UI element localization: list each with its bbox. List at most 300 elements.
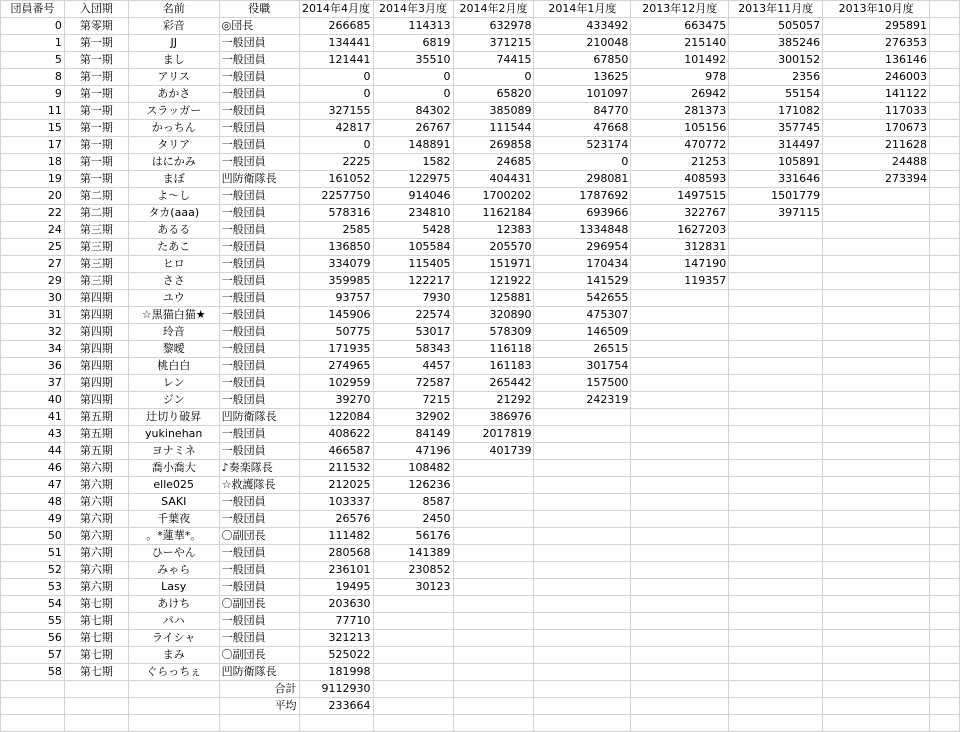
empty-cell[interactable] bbox=[930, 528, 960, 545]
cell-nov-2013[interactable] bbox=[729, 562, 823, 579]
cell-oct-2013[interactable]: 24488 bbox=[823, 154, 930, 171]
cell-feb-2014[interactable]: 161183 bbox=[453, 358, 534, 375]
cell-oct-2013[interactable] bbox=[823, 375, 930, 392]
empty-cell[interactable] bbox=[373, 698, 453, 715]
cell-feb-2014[interactable] bbox=[453, 477, 534, 494]
cell-feb-2014[interactable]: 371215 bbox=[453, 35, 534, 52]
cell-join-term[interactable]: 第二期 bbox=[64, 188, 128, 205]
cell-name[interactable]: ☆黒猫白猫★ bbox=[128, 307, 219, 324]
cell-dec-2013[interactable]: 470772 bbox=[631, 137, 729, 154]
empty-cell[interactable] bbox=[631, 698, 729, 715]
empty-cell[interactable] bbox=[930, 86, 960, 103]
empty-cell[interactable] bbox=[534, 698, 631, 715]
header-oct-2013[interactable]: 2013年10月度 bbox=[823, 1, 930, 18]
cell-role[interactable]: 一般団員 bbox=[219, 273, 299, 290]
cell-member-number[interactable]: 22 bbox=[1, 205, 65, 222]
cell-nov-2013[interactable] bbox=[729, 647, 823, 664]
cell-dec-2013[interactable] bbox=[631, 358, 729, 375]
cell-role[interactable]: 一般団員 bbox=[219, 239, 299, 256]
cell-feb-2014[interactable] bbox=[453, 511, 534, 528]
empty-cell[interactable] bbox=[534, 681, 631, 698]
cell-nov-2013[interactable] bbox=[729, 596, 823, 613]
cell-member-number[interactable]: 5 bbox=[1, 52, 65, 69]
cell-mar-2014[interactable]: 53017 bbox=[373, 324, 453, 341]
cell-apr-2014[interactable]: 77710 bbox=[299, 613, 373, 630]
cell-name[interactable]: ジン bbox=[128, 392, 219, 409]
cell-jan-2014[interactable]: 542655 bbox=[534, 290, 631, 307]
cell-jan-2014[interactable] bbox=[534, 426, 631, 443]
cell-nov-2013[interactable]: 105891 bbox=[729, 154, 823, 171]
cell-jan-2014[interactable] bbox=[534, 443, 631, 460]
cell-oct-2013[interactable] bbox=[823, 664, 930, 681]
cell-oct-2013[interactable] bbox=[823, 341, 930, 358]
cell-join-term[interactable]: 第五期 bbox=[64, 426, 128, 443]
empty-cell[interactable] bbox=[729, 698, 823, 715]
cell-name[interactable]: みゃら bbox=[128, 562, 219, 579]
cell-member-number[interactable]: 37 bbox=[1, 375, 65, 392]
cell-name[interactable]: yukinehan bbox=[128, 426, 219, 443]
cell-name[interactable]: スラッガー bbox=[128, 103, 219, 120]
cell-name[interactable]: はにかみ bbox=[128, 154, 219, 171]
cell-role[interactable]: 一般団員 bbox=[219, 341, 299, 358]
cell-oct-2013[interactable] bbox=[823, 205, 930, 222]
cell-name[interactable]: SAKI bbox=[128, 494, 219, 511]
cell-role[interactable]: 一般団員 bbox=[219, 392, 299, 409]
empty-cell[interactable] bbox=[930, 273, 960, 290]
cell-apr-2014[interactable]: 525022 bbox=[299, 647, 373, 664]
cell-name[interactable]: JJ bbox=[128, 35, 219, 52]
empty-cell[interactable] bbox=[930, 154, 960, 171]
cell-mar-2014[interactable]: 141389 bbox=[373, 545, 453, 562]
cell-name[interactable]: アリス bbox=[128, 69, 219, 86]
empty-cell[interactable] bbox=[453, 698, 534, 715]
cell-feb-2014[interactable] bbox=[453, 562, 534, 579]
cell-member-number[interactable]: 49 bbox=[1, 511, 65, 528]
cell-join-term[interactable]: 第四期 bbox=[64, 290, 128, 307]
empty-cell[interactable] bbox=[930, 562, 960, 579]
cell-mar-2014[interactable] bbox=[373, 596, 453, 613]
cell-dec-2013[interactable] bbox=[631, 511, 729, 528]
cell-feb-2014[interactable]: 74415 bbox=[453, 52, 534, 69]
cell-apr-2014[interactable]: 93757 bbox=[299, 290, 373, 307]
cell-mar-2014[interactable]: 5428 bbox=[373, 222, 453, 239]
cell-join-term[interactable]: 第五期 bbox=[64, 443, 128, 460]
cell-apr-2014[interactable]: 103337 bbox=[299, 494, 373, 511]
cell-join-term[interactable]: 第一期 bbox=[64, 69, 128, 86]
cell-mar-2014[interactable]: 72587 bbox=[373, 375, 453, 392]
cell-oct-2013[interactable] bbox=[823, 528, 930, 545]
cell-apr-2014[interactable]: 266685 bbox=[299, 18, 373, 35]
cell-mar-2014[interactable]: 35510 bbox=[373, 52, 453, 69]
cell-join-term[interactable]: 第七期 bbox=[64, 630, 128, 647]
cell-member-number[interactable]: 30 bbox=[1, 290, 65, 307]
empty-cell[interactable] bbox=[128, 698, 219, 715]
cell-feb-2014[interactable]: 21292 bbox=[453, 392, 534, 409]
cell-name[interactable]: 千葉夜 bbox=[128, 511, 219, 528]
cell-mar-2014[interactable]: 0 bbox=[373, 86, 453, 103]
empty-cell[interactable] bbox=[453, 715, 534, 732]
cell-member-number[interactable]: 53 bbox=[1, 579, 65, 596]
empty-cell[interactable] bbox=[128, 715, 219, 732]
cell-oct-2013[interactable]: 141122 bbox=[823, 86, 930, 103]
empty-cell[interactable] bbox=[930, 290, 960, 307]
empty-cell[interactable] bbox=[930, 375, 960, 392]
cell-role[interactable]: 一般団員 bbox=[219, 375, 299, 392]
header-apr-2014[interactable]: 2014年4月度 bbox=[299, 1, 373, 18]
cell-jan-2014[interactable]: 157500 bbox=[534, 375, 631, 392]
cell-dec-2013[interactable] bbox=[631, 528, 729, 545]
cell-join-term[interactable]: 第四期 bbox=[64, 307, 128, 324]
cell-name[interactable]: 玲音 bbox=[128, 324, 219, 341]
cell-join-term[interactable]: 第一期 bbox=[64, 52, 128, 69]
cell-jan-2014[interactable]: 101097 bbox=[534, 86, 631, 103]
empty-cell[interactable] bbox=[930, 494, 960, 511]
header-jan-2014[interactable]: 2014年1月度 bbox=[534, 1, 631, 18]
cell-role[interactable]: 一般団員 bbox=[219, 52, 299, 69]
cell-role[interactable]: 凹防衛隊長 bbox=[219, 171, 299, 188]
empty-cell[interactable] bbox=[534, 715, 631, 732]
cell-member-number[interactable]: 20 bbox=[1, 188, 65, 205]
cell-apr-2014[interactable]: 327155 bbox=[299, 103, 373, 120]
cell-name[interactable]: ヒロ bbox=[128, 256, 219, 273]
cell-dec-2013[interactable] bbox=[631, 494, 729, 511]
cell-join-term[interactable]: 第四期 bbox=[64, 358, 128, 375]
cell-oct-2013[interactable] bbox=[823, 647, 930, 664]
cell-oct-2013[interactable] bbox=[823, 579, 930, 596]
cell-dec-2013[interactable] bbox=[631, 324, 729, 341]
cell-apr-2014[interactable]: 212025 bbox=[299, 477, 373, 494]
cell-member-number[interactable]: 40 bbox=[1, 392, 65, 409]
cell-dec-2013[interactable] bbox=[631, 562, 729, 579]
cell-feb-2014[interactable] bbox=[453, 596, 534, 613]
cell-dec-2013[interactable]: 663475 bbox=[631, 18, 729, 35]
cell-mar-2014[interactable]: 32902 bbox=[373, 409, 453, 426]
cell-oct-2013[interactable]: 117033 bbox=[823, 103, 930, 120]
cell-name[interactable]: 彩音 bbox=[128, 18, 219, 35]
cell-name[interactable]: あるる bbox=[128, 222, 219, 239]
cell-feb-2014[interactable] bbox=[453, 664, 534, 681]
summary-label[interactable]: 平均 bbox=[219, 698, 299, 715]
cell-member-number[interactable]: 8 bbox=[1, 69, 65, 86]
empty-cell[interactable] bbox=[930, 460, 960, 477]
cell-jan-2014[interactable]: 693966 bbox=[534, 205, 631, 222]
cell-role[interactable]: 〇副団長 bbox=[219, 528, 299, 545]
cell-join-term[interactable]: 第一期 bbox=[64, 154, 128, 171]
cell-apr-2014[interactable]: 171935 bbox=[299, 341, 373, 358]
cell-member-number[interactable]: 41 bbox=[1, 409, 65, 426]
cell-apr-2014[interactable]: 2585 bbox=[299, 222, 373, 239]
cell-mar-2014[interactable]: 115405 bbox=[373, 256, 453, 273]
cell-oct-2013[interactable] bbox=[823, 426, 930, 443]
cell-name[interactable]: ライシャ bbox=[128, 630, 219, 647]
cell-dec-2013[interactable] bbox=[631, 664, 729, 681]
cell-join-term[interactable]: 第六期 bbox=[64, 562, 128, 579]
cell-dec-2013[interactable]: 281373 bbox=[631, 103, 729, 120]
cell-apr-2014[interactable]: 111482 bbox=[299, 528, 373, 545]
cell-apr-2014[interactable]: 334079 bbox=[299, 256, 373, 273]
cell-jan-2014[interactable] bbox=[534, 596, 631, 613]
cell-apr-2014[interactable]: 102959 bbox=[299, 375, 373, 392]
cell-feb-2014[interactable]: 125881 bbox=[453, 290, 534, 307]
cell-mar-2014[interactable]: 30123 bbox=[373, 579, 453, 596]
empty-cell[interactable] bbox=[930, 426, 960, 443]
cell-feb-2014[interactable]: 121922 bbox=[453, 273, 534, 290]
cell-dec-2013[interactable]: 26942 bbox=[631, 86, 729, 103]
cell-jan-2014[interactable]: 146509 bbox=[534, 324, 631, 341]
cell-oct-2013[interactable] bbox=[823, 358, 930, 375]
cell-jan-2014[interactable]: 170434 bbox=[534, 256, 631, 273]
cell-nov-2013[interactable] bbox=[729, 545, 823, 562]
cell-nov-2013[interactable] bbox=[729, 511, 823, 528]
cell-dec-2013[interactable]: 312831 bbox=[631, 239, 729, 256]
cell-mar-2014[interactable]: 4457 bbox=[373, 358, 453, 375]
cell-nov-2013[interactable]: 314497 bbox=[729, 137, 823, 154]
cell-join-term[interactable]: 第四期 bbox=[64, 324, 128, 341]
cell-join-term[interactable]: 第六期 bbox=[64, 460, 128, 477]
cell-jan-2014[interactable] bbox=[534, 477, 631, 494]
cell-dec-2013[interactable]: 1627203 bbox=[631, 222, 729, 239]
cell-name[interactable]: 桃白白 bbox=[128, 358, 219, 375]
cell-mar-2014[interactable]: 126236 bbox=[373, 477, 453, 494]
cell-role[interactable]: 一般団員 bbox=[219, 511, 299, 528]
cell-join-term[interactable]: 第三期 bbox=[64, 222, 128, 239]
cell-member-number[interactable]: 58 bbox=[1, 664, 65, 681]
cell-role[interactable]: 凹防衛隊長 bbox=[219, 664, 299, 681]
cell-join-term[interactable]: 第一期 bbox=[64, 120, 128, 137]
cell-dec-2013[interactable] bbox=[631, 375, 729, 392]
cell-member-number[interactable]: 24 bbox=[1, 222, 65, 239]
empty-cell[interactable] bbox=[631, 715, 729, 732]
empty-cell[interactable] bbox=[930, 103, 960, 120]
cell-jan-2014[interactable]: 475307 bbox=[534, 307, 631, 324]
cell-mar-2014[interactable]: 7215 bbox=[373, 392, 453, 409]
cell-join-term[interactable]: 第一期 bbox=[64, 137, 128, 154]
empty-cell[interactable] bbox=[64, 681, 128, 698]
cell-role[interactable]: 一般団員 bbox=[219, 69, 299, 86]
cell-apr-2014[interactable]: 2257750 bbox=[299, 188, 373, 205]
cell-jan-2014[interactable]: 523174 bbox=[534, 137, 631, 154]
cell-oct-2013[interactable] bbox=[823, 477, 930, 494]
cell-join-term[interactable]: 第七期 bbox=[64, 596, 128, 613]
cell-oct-2013[interactable]: 211628 bbox=[823, 137, 930, 154]
cell-name[interactable]: まぼ bbox=[128, 171, 219, 188]
cell-jan-2014[interactable]: 47668 bbox=[534, 120, 631, 137]
cell-apr-2014[interactable]: 145906 bbox=[299, 307, 373, 324]
cell-join-term[interactable]: 第六期 bbox=[64, 494, 128, 511]
header-member-number[interactable]: 団員番号 bbox=[1, 1, 65, 18]
cell-role[interactable]: 一般団員 bbox=[219, 613, 299, 630]
cell-join-term[interactable]: 第七期 bbox=[64, 664, 128, 681]
summary-value[interactable]: 233664 bbox=[299, 698, 373, 715]
cell-feb-2014[interactable] bbox=[453, 494, 534, 511]
empty-cell[interactable] bbox=[930, 69, 960, 86]
cell-dec-2013[interactable] bbox=[631, 579, 729, 596]
cell-member-number[interactable]: 56 bbox=[1, 630, 65, 647]
cell-member-number[interactable]: 48 bbox=[1, 494, 65, 511]
empty-cell[interactable] bbox=[453, 681, 534, 698]
cell-role[interactable]: ♪奏楽隊長 bbox=[219, 460, 299, 477]
cell-dec-2013[interactable] bbox=[631, 630, 729, 647]
cell-mar-2014[interactable]: 114313 bbox=[373, 18, 453, 35]
cell-role[interactable]: 一般団員 bbox=[219, 426, 299, 443]
empty-cell[interactable] bbox=[930, 324, 960, 341]
cell-oct-2013[interactable]: 295891 bbox=[823, 18, 930, 35]
cell-oct-2013[interactable]: 170673 bbox=[823, 120, 930, 137]
cell-mar-2014[interactable]: 105584 bbox=[373, 239, 453, 256]
cell-jan-2014[interactable] bbox=[534, 664, 631, 681]
cell-nov-2013[interactable]: 331646 bbox=[729, 171, 823, 188]
cell-apr-2014[interactable]: 39270 bbox=[299, 392, 373, 409]
cell-dec-2013[interactable] bbox=[631, 409, 729, 426]
header-name[interactable]: 名前 bbox=[128, 1, 219, 18]
cell-name[interactable]: あかさ bbox=[128, 86, 219, 103]
cell-oct-2013[interactable] bbox=[823, 596, 930, 613]
cell-role[interactable]: 一般団員 bbox=[219, 120, 299, 137]
cell-nov-2013[interactable] bbox=[729, 256, 823, 273]
empty-cell[interactable] bbox=[64, 698, 128, 715]
cell-member-number[interactable]: 43 bbox=[1, 426, 65, 443]
cell-apr-2014[interactable]: 161052 bbox=[299, 171, 373, 188]
cell-oct-2013[interactable] bbox=[823, 273, 930, 290]
cell-member-number[interactable]: 57 bbox=[1, 647, 65, 664]
header-nov-2013[interactable]: 2013年11月度 bbox=[729, 1, 823, 18]
cell-apr-2014[interactable]: 0 bbox=[299, 86, 373, 103]
cell-jan-2014[interactable] bbox=[534, 528, 631, 545]
empty-cell[interactable] bbox=[373, 681, 453, 698]
cell-role[interactable]: 一般団員 bbox=[219, 494, 299, 511]
cell-oct-2013[interactable] bbox=[823, 290, 930, 307]
empty-cell[interactable] bbox=[930, 630, 960, 647]
cell-role[interactable]: 〇副団長 bbox=[219, 647, 299, 664]
cell-feb-2014[interactable]: 151971 bbox=[453, 256, 534, 273]
cell-dec-2013[interactable]: 978 bbox=[631, 69, 729, 86]
cell-name[interactable]: レン bbox=[128, 375, 219, 392]
cell-oct-2013[interactable] bbox=[823, 460, 930, 477]
cell-join-term[interactable]: 第六期 bbox=[64, 528, 128, 545]
empty-cell[interactable] bbox=[930, 137, 960, 154]
cell-dec-2013[interactable]: 147190 bbox=[631, 256, 729, 273]
cell-name[interactable]: 。*蓮華*。 bbox=[128, 528, 219, 545]
cell-apr-2014[interactable]: 466587 bbox=[299, 443, 373, 460]
cell-nov-2013[interactable]: 300152 bbox=[729, 52, 823, 69]
cell-apr-2014[interactable]: 359985 bbox=[299, 273, 373, 290]
cell-jan-2014[interactable]: 210048 bbox=[534, 35, 631, 52]
cell-member-number[interactable]: 18 bbox=[1, 154, 65, 171]
cell-nov-2013[interactable]: 357745 bbox=[729, 120, 823, 137]
cell-name[interactable]: ぐらっちぇ bbox=[128, 664, 219, 681]
cell-name[interactable]: ユウ bbox=[128, 290, 219, 307]
cell-oct-2013[interactable] bbox=[823, 256, 930, 273]
cell-member-number[interactable]: 47 bbox=[1, 477, 65, 494]
cell-oct-2013[interactable] bbox=[823, 511, 930, 528]
empty-cell[interactable] bbox=[930, 358, 960, 375]
empty-cell[interactable] bbox=[930, 35, 960, 52]
cell-mar-2014[interactable] bbox=[373, 664, 453, 681]
cell-oct-2013[interactable] bbox=[823, 307, 930, 324]
cell-jan-2014[interactable] bbox=[534, 409, 631, 426]
cell-apr-2014[interactable]: 181998 bbox=[299, 664, 373, 681]
cell-nov-2013[interactable] bbox=[729, 324, 823, 341]
cell-mar-2014[interactable] bbox=[373, 630, 453, 647]
cell-join-term[interactable]: 第三期 bbox=[64, 239, 128, 256]
cell-feb-2014[interactable]: 1700202 bbox=[453, 188, 534, 205]
cell-join-term[interactable]: 第三期 bbox=[64, 256, 128, 273]
empty-cell[interactable] bbox=[930, 647, 960, 664]
cell-apr-2014[interactable]: 321213 bbox=[299, 630, 373, 647]
cell-mar-2014[interactable]: 122217 bbox=[373, 273, 453, 290]
cell-oct-2013[interactable] bbox=[823, 545, 930, 562]
empty-cell[interactable] bbox=[729, 681, 823, 698]
cell-mar-2014[interactable]: 84302 bbox=[373, 103, 453, 120]
header-mar-2014[interactable]: 2014年3月度 bbox=[373, 1, 453, 18]
cell-jan-2014[interactable]: 1787692 bbox=[534, 188, 631, 205]
cell-member-number[interactable]: 15 bbox=[1, 120, 65, 137]
cell-member-number[interactable]: 55 bbox=[1, 613, 65, 630]
cell-jan-2014[interactable] bbox=[534, 630, 631, 647]
cell-member-number[interactable]: 1 bbox=[1, 35, 65, 52]
cell-feb-2014[interactable]: 320890 bbox=[453, 307, 534, 324]
cell-role[interactable]: 一般団員 bbox=[219, 256, 299, 273]
cell-oct-2013[interactable]: 136146 bbox=[823, 52, 930, 69]
cell-join-term[interactable]: 第六期 bbox=[64, 511, 128, 528]
cell-nov-2013[interactable]: 385246 bbox=[729, 35, 823, 52]
cell-nov-2013[interactable] bbox=[729, 392, 823, 409]
cell-mar-2014[interactable]: 234810 bbox=[373, 205, 453, 222]
cell-nov-2013[interactable] bbox=[729, 290, 823, 307]
empty-cell[interactable] bbox=[1, 698, 65, 715]
cell-nov-2013[interactable] bbox=[729, 426, 823, 443]
cell-mar-2014[interactable]: 0 bbox=[373, 69, 453, 86]
cell-feb-2014[interactable] bbox=[453, 630, 534, 647]
cell-oct-2013[interactable] bbox=[823, 443, 930, 460]
empty-cell[interactable] bbox=[930, 664, 960, 681]
cell-dec-2013[interactable]: 105156 bbox=[631, 120, 729, 137]
cell-join-term[interactable]: 第四期 bbox=[64, 375, 128, 392]
cell-role[interactable]: 〇副団長 bbox=[219, 596, 299, 613]
cell-apr-2014[interactable]: 578316 bbox=[299, 205, 373, 222]
cell-apr-2014[interactable]: 236101 bbox=[299, 562, 373, 579]
empty-cell[interactable] bbox=[823, 715, 930, 732]
cell-join-term[interactable]: 第一期 bbox=[64, 35, 128, 52]
empty-cell[interactable] bbox=[729, 715, 823, 732]
summary-label[interactable]: 合計 bbox=[219, 681, 299, 698]
cell-oct-2013[interactable] bbox=[823, 494, 930, 511]
cell-apr-2014[interactable]: 50775 bbox=[299, 324, 373, 341]
cell-apr-2014[interactable]: 122084 bbox=[299, 409, 373, 426]
cell-mar-2014[interactable]: 2450 bbox=[373, 511, 453, 528]
cell-apr-2014[interactable]: 0 bbox=[299, 137, 373, 154]
cell-nov-2013[interactable]: 55154 bbox=[729, 86, 823, 103]
cell-mar-2014[interactable]: 1582 bbox=[373, 154, 453, 171]
cell-feb-2014[interactable]: 205570 bbox=[453, 239, 534, 256]
cell-join-term[interactable]: 第七期 bbox=[64, 647, 128, 664]
cell-apr-2014[interactable]: 408622 bbox=[299, 426, 373, 443]
empty-cell[interactable] bbox=[930, 18, 960, 35]
empty-cell[interactable] bbox=[930, 171, 960, 188]
empty-cell[interactable] bbox=[1, 715, 65, 732]
cell-mar-2014[interactable]: 122975 bbox=[373, 171, 453, 188]
cell-name[interactable]: かっちん bbox=[128, 120, 219, 137]
cell-oct-2013[interactable] bbox=[823, 324, 930, 341]
cell-role[interactable]: 一般団員 bbox=[219, 154, 299, 171]
cell-jan-2014[interactable]: 67850 bbox=[534, 52, 631, 69]
cell-name[interactable]: タカ(aaa) bbox=[128, 205, 219, 222]
cell-apr-2014[interactable]: 0 bbox=[299, 69, 373, 86]
empty-cell[interactable] bbox=[64, 715, 128, 732]
cell-mar-2014[interactable]: 914046 bbox=[373, 188, 453, 205]
cell-member-number[interactable]: 46 bbox=[1, 460, 65, 477]
cell-feb-2014[interactable]: 404431 bbox=[453, 171, 534, 188]
